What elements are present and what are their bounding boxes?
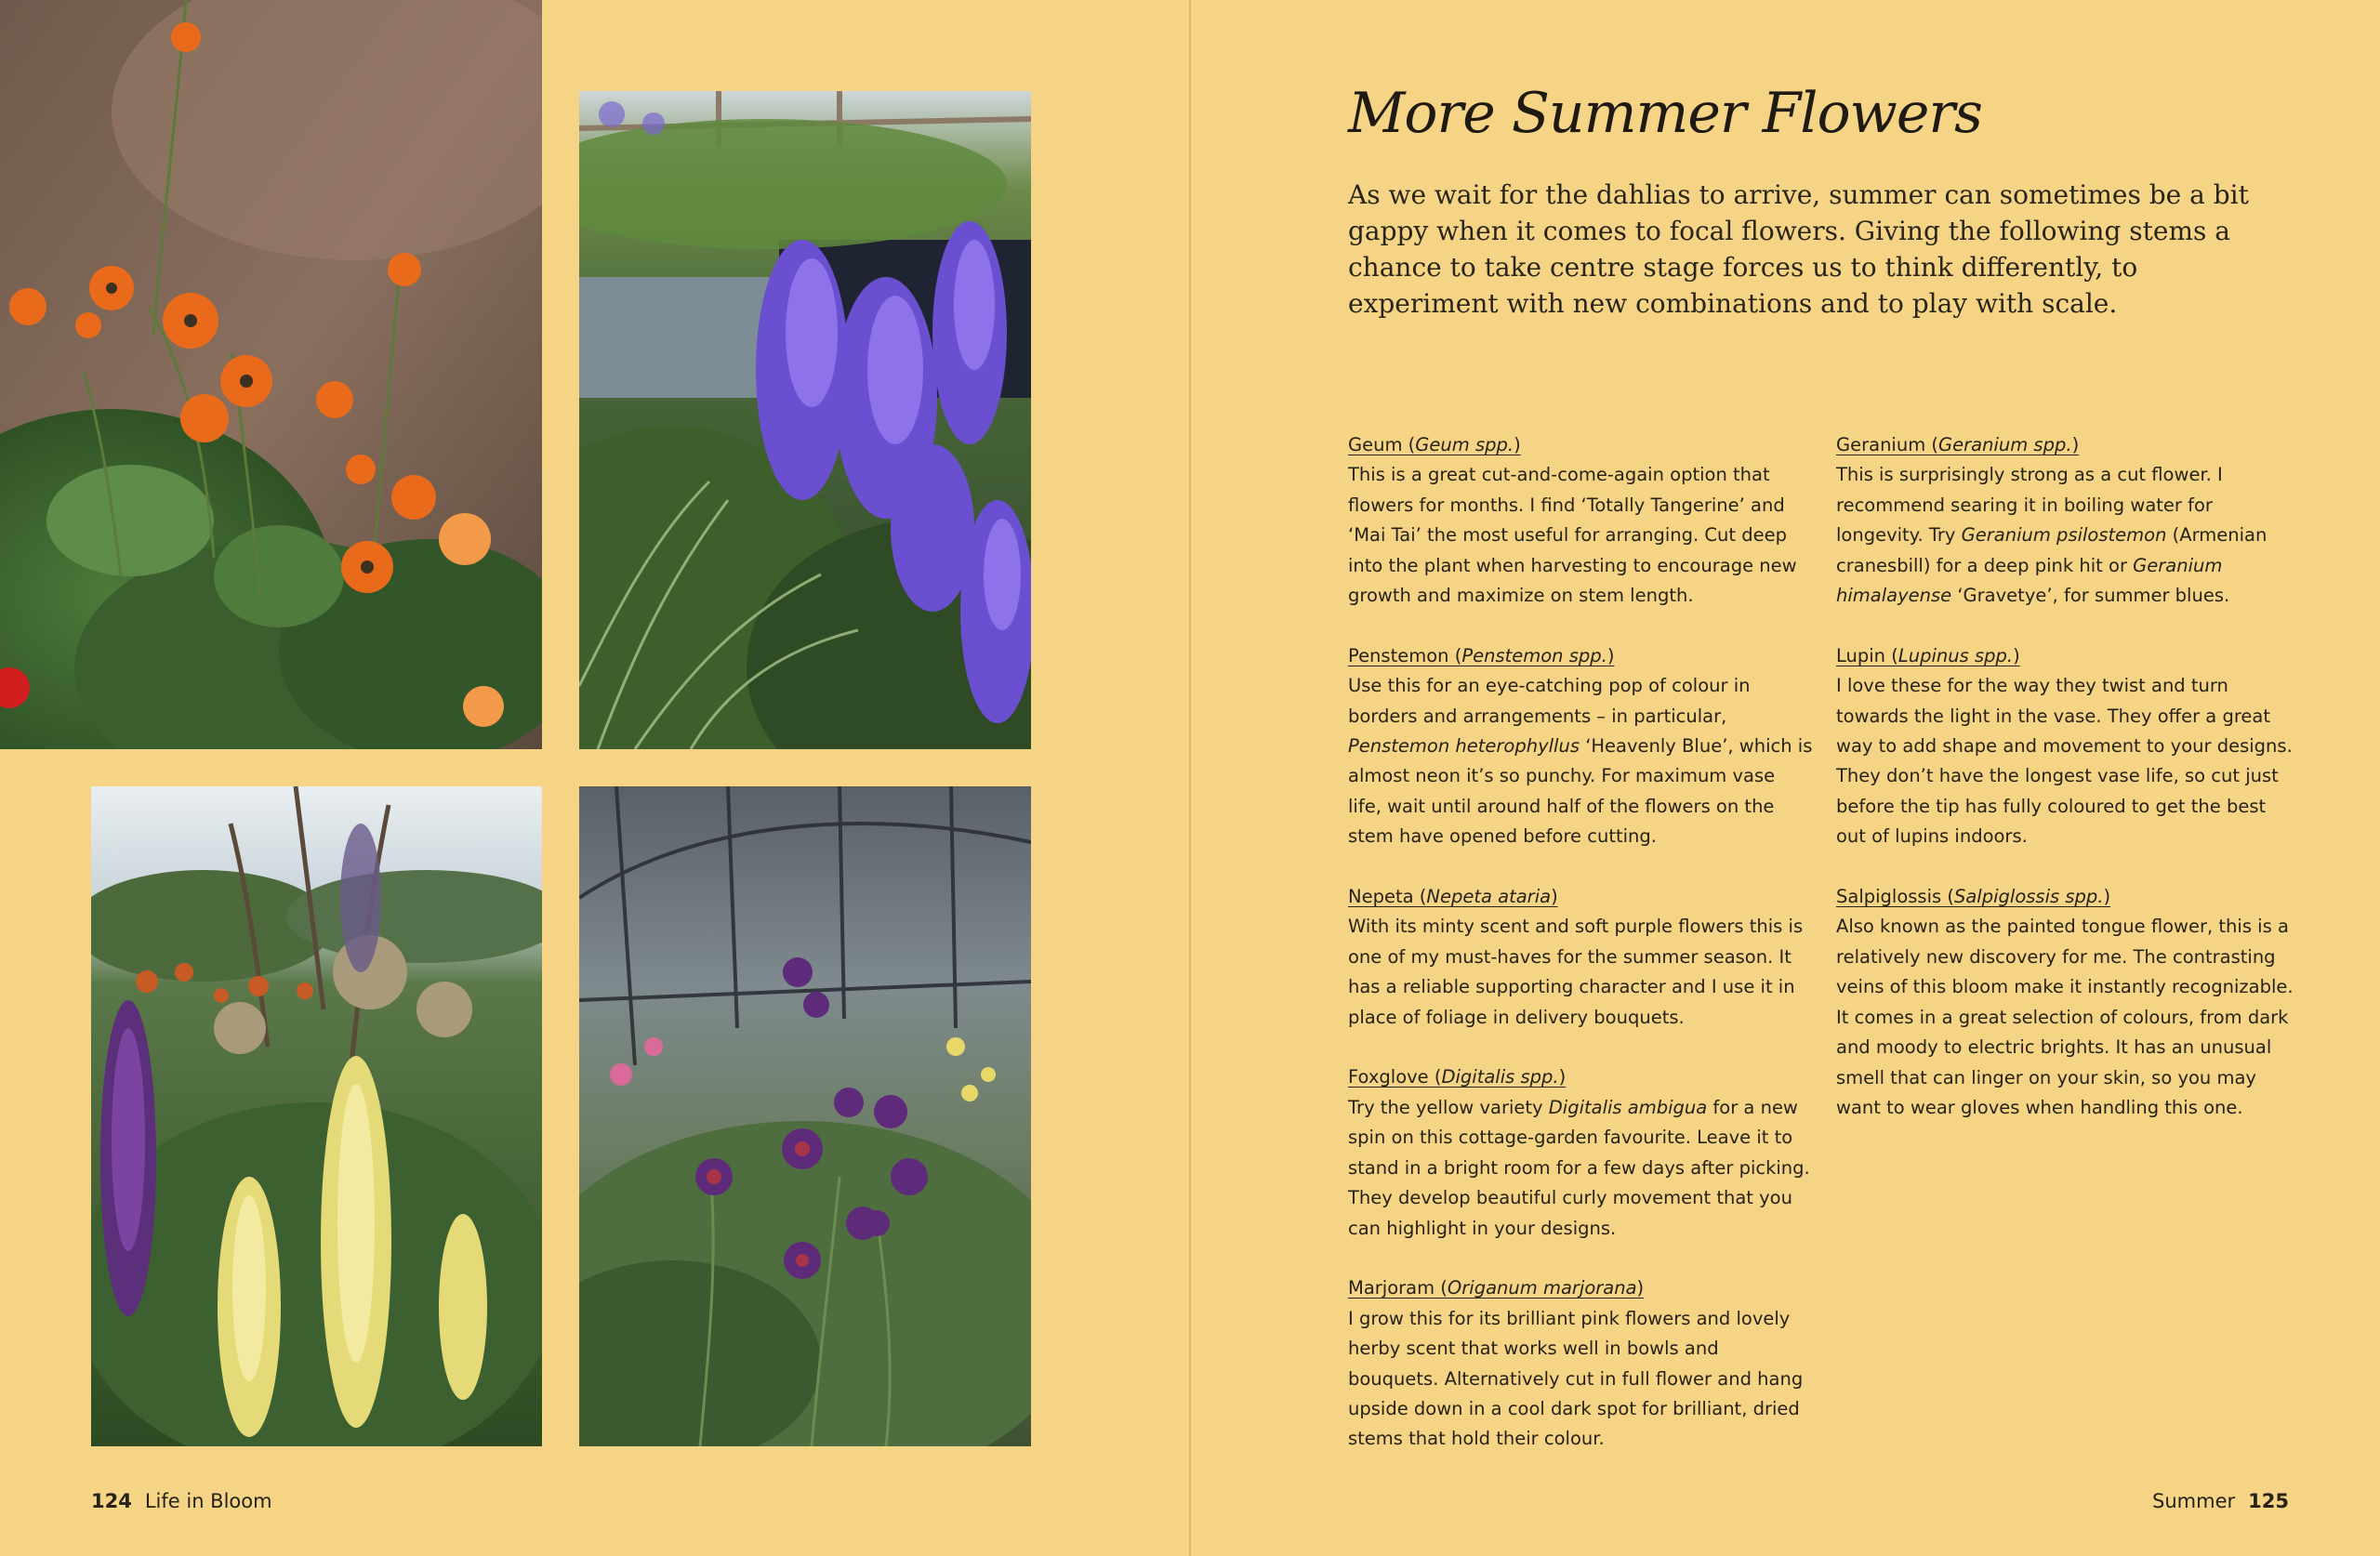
entry-heading: Salpiglossis (Salpiglossis spp.)	[1836, 886, 2111, 908]
entry-geum	[1348, 430, 1813, 611]
entry-latin: Lupinus spp.	[1897, 644, 2014, 666]
entry-body: I grow this for its brilliant pink flowers and lovely herby scent that works well in bowls and bouquets. Alternatively cut in full flower and hang upside down in a cool dark spot for brilliant, dried stems that hold their colour.	[1348, 1307, 1804, 1450]
entry-body: I love these for the way they twist and turn towards the light in the vase. They offer a great way to add shape and movement to your designs. They don’t have the longest vase life, so cut just before the tip has fully coloured to get the best out of lupins indoors.	[1836, 675, 2293, 848]
entry-latin: Penstemon spp.	[1461, 644, 1607, 666]
entry-body: With its minty scent and soft purple flowers this is one of my must-haves for the summer season. It has a reliable supporting character and I use it in place of foliage in delivery bouquets.	[1348, 916, 1804, 1028]
photo-salpiglossis	[579, 786, 1031, 1446]
page-number-left: 124	[91, 1490, 132, 1512]
page-number-right: 125	[2248, 1490, 2289, 1512]
salpiglossis-image	[579, 786, 1031, 1446]
entry-marjoram	[1348, 1273, 1813, 1454]
folio-right	[2152, 1487, 2289, 1515]
entry-latin: Nepeta ataria	[1426, 886, 1552, 908]
running-head-left: Life in Bloom	[144, 1490, 272, 1512]
entry-heading: Lupin (Lupinus spp.)	[1836, 644, 2020, 666]
entry-body-text: (Armenian cranesbill) for a deep pink hit or	[1836, 524, 2268, 576]
entry-heading: Geum (Geum spp.)	[1348, 434, 1521, 455]
entry-geranium	[1836, 430, 2301, 611]
entry-name: Foxglove	[1348, 1066, 1429, 1088]
entry-name: Nepeta	[1348, 886, 1414, 908]
entry-nepeta	[1348, 882, 1813, 1033]
photo-penstemon	[579, 91, 1031, 749]
entry-foxglove	[1348, 1062, 1813, 1243]
right-column	[1836, 430, 2301, 1154]
entry-body-text: Try the yellow variety	[1348, 1096, 1543, 1118]
entry-body-italic: Digitalis ambigua	[1548, 1096, 1708, 1118]
entry-lupin	[1836, 641, 2301, 852]
photo-geum	[0, 0, 542, 749]
entry-latin: Geranium spp.	[1938, 434, 2072, 455]
entry-name: Lupin	[1836, 644, 1886, 666]
entry-body: Also known as the painted tongue flower, this is a relatively new discovery for me. The contrasting veins of this bloom make it instantly recognizable. It comes in a great selection of colours, from dark and moody to electric brights. It has an unusual smell that can linger on your skin, so you may want to wear gloves when handling this one.	[1836, 916, 2294, 1118]
entry-body-text: This is surprisingly strong as a cut flower. I recommend searing it in boiling water for longevity. Try	[1836, 464, 2223, 547]
intro-paragraph: As we wait for the dahlias to arrive, summer can sometimes be a bit gappy when it comes to focal flowers. Giving the following stems a chance to take centre stage forces us to think differently, to experiment with new combinations and to play with scale.	[1348, 179, 2249, 319]
entry-name: Penstemon	[1348, 644, 1449, 666]
running-head-right: Summer	[2152, 1490, 2236, 1512]
entry-salpiglossis	[1836, 882, 2301, 1123]
entry-heading: Foxglove (Digitalis spp.)	[1348, 1066, 1567, 1088]
entry-body-italic: Penstemon heterophyllus	[1348, 735, 1580, 758]
entry-body-text: for a new spin on this cottage-garden favourite. Leave it to stand in a bright room for a few days after picking. They develop beautiful curly movement that you can highlight in your designs.	[1348, 1096, 1810, 1239]
photo-lupins	[91, 786, 542, 1446]
page-title: More Summer Flowers	[1348, 81, 1982, 146]
entry-latin: Geum spp.	[1415, 434, 1514, 455]
entry-name: Marjoram	[1348, 1277, 1435, 1299]
entry-body-text: Use this for an eye-catching pop of colour in borders and arrangements – in particular,	[1348, 675, 1751, 727]
entry-latin: Origanum marjorana	[1447, 1277, 1637, 1299]
entry-heading: Marjoram (Origanum marjorana)	[1348, 1277, 1645, 1299]
entry-body	[1348, 671, 1813, 851]
penstemon-image	[579, 91, 1031, 749]
entry-heading: Geranium (Geranium spp.)	[1836, 434, 2080, 455]
left-column	[1348, 430, 1813, 1484]
entry-body-italic: Geranium himalayense	[1836, 554, 2223, 607]
entry-body	[1836, 460, 2301, 611]
geum-image	[0, 0, 542, 749]
entry-heading: Penstemon (Penstemon spp.)	[1348, 644, 1615, 666]
entry-latin: Digitalis spp.	[1441, 1066, 1559, 1088]
entry-body-italic: Geranium psilostemon	[1961, 524, 2167, 547]
entry-heading: Nepeta (Nepeta ataria)	[1348, 886, 1558, 908]
entry-name: Salpiglossis	[1836, 886, 1942, 908]
entry-body-text: ‘Gravetye’, for summer blues.	[1957, 585, 2230, 607]
page-gutter	[1189, 0, 1191, 1556]
entry-body	[1348, 1093, 1813, 1244]
entry-name: Geranium	[1836, 434, 1926, 455]
entry-body-text: ‘Heavenly Blue’, which is almost neon it’s so punchy. For maximum vase life, wait until around half of the flowers on the stem have opened before cutting.	[1348, 735, 1813, 848]
folio-left	[91, 1487, 272, 1515]
entry-latin: Salpiglossis spp.	[1953, 886, 2104, 908]
entry-name: Geum	[1348, 434, 1403, 455]
lupins-image	[91, 786, 542, 1446]
entry-body: This is a great cut-and-come-again option that flowers for months. I find ‘Totally Tangerine’ and ‘Mai Tai’ the most useful for arranging. Cut deep into the plant when harvesting to encourage new growth and maximize on stem length.	[1348, 464, 1797, 607]
entry-penstemon	[1348, 641, 1813, 852]
